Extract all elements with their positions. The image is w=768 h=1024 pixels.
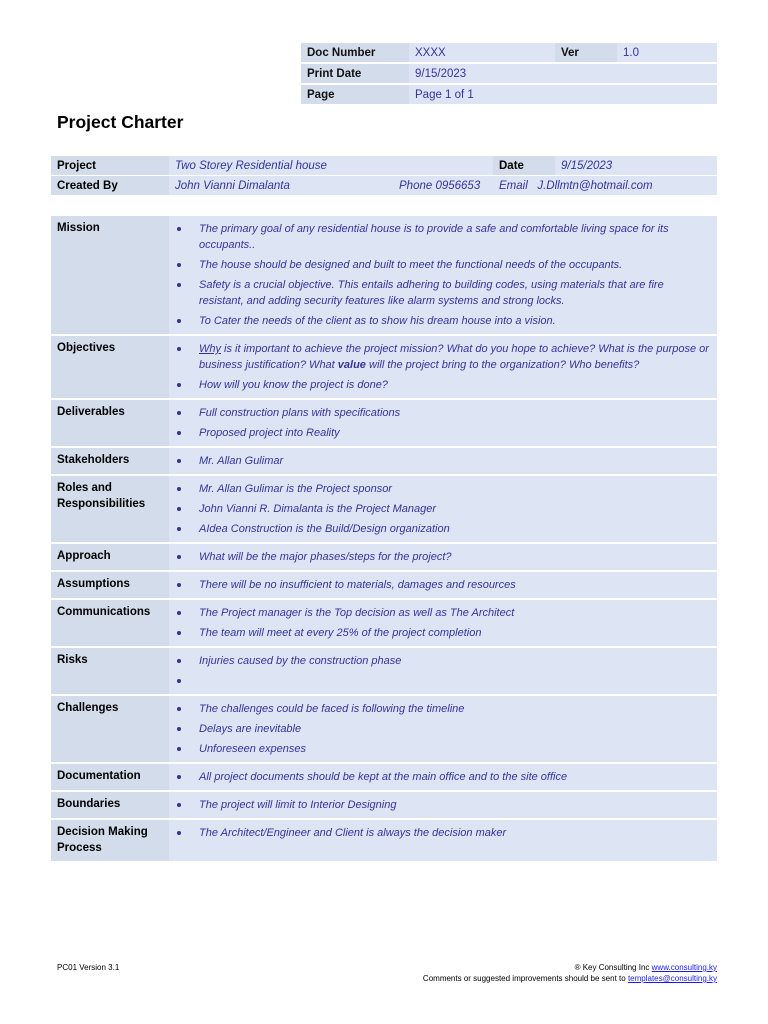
print-date-value: 9/15/2023 — [409, 64, 717, 83]
page-value: Page 1 of 1 — [409, 85, 717, 104]
communications-label: Communications — [51, 600, 169, 646]
list-item: Full construction plans with specifications — [175, 405, 711, 421]
mission-label: Mission — [51, 216, 169, 334]
decision-row — [51, 820, 717, 861]
version-value: 1.0 — [617, 43, 717, 62]
stakeholders-label: Stakeholders — [51, 448, 169, 474]
created-by-label: Created By — [51, 176, 169, 195]
risks-list — [175, 653, 711, 689]
footer-comments: Comments or suggested improvements should be sent to — [422, 974, 626, 983]
list-item: AIdea Construction is the Build/Design organization — [175, 521, 711, 537]
footer-version: PC01 Version 3.1 — [57, 963, 120, 972]
approach-row — [51, 544, 717, 570]
objectives-row — [51, 336, 717, 398]
decision-label: Decision Making Process — [51, 820, 169, 861]
charter-sections-table — [51, 214, 717, 863]
list-item: The house should be designed and built to meet the functional needs of the occupants. — [175, 257, 711, 273]
footer-website-link[interactable]: www.consulting.ky — [651, 963, 717, 972]
list-item: John Vianni R. Dimalanta is the Project Manager — [175, 501, 711, 517]
date-value: 9/15/2023 — [555, 156, 717, 175]
decision-list — [175, 825, 711, 841]
footer-credits — [423, 962, 717, 984]
date-label: Date — [493, 156, 555, 175]
list-item: What will be the major phases/steps for the project? — [175, 549, 711, 565]
list-item: Why is it important to achieve the project mission? What do you hope to achieve? What is the purpose or business justification? What value will the project bring to the organization? Who benefits? — [175, 341, 711, 373]
roles-list — [175, 481, 711, 537]
approach-label: Approach — [51, 544, 169, 570]
list-item: Injuries caused by the construction phase — [175, 653, 711, 669]
phone-value: Phone 0956653 — [393, 176, 493, 195]
list-item: The primary goal of any residential house is to provide a safe and comfortable living space for its occupants.. — [175, 221, 711, 253]
document-meta-table — [301, 41, 717, 106]
list-item: All project documents should be kept at the main office and to the site office — [175, 769, 711, 785]
challenges-row — [51, 696, 717, 762]
list-item: There will be no insufficient to materials, damages and resources — [175, 577, 711, 593]
doc-number-label: Doc Number — [301, 43, 409, 62]
communications-row — [51, 600, 717, 646]
roles-row — [51, 476, 717, 542]
risks-label: Risks — [51, 648, 169, 694]
assumptions-list — [175, 577, 711, 593]
boundaries-list — [175, 797, 711, 813]
list-item: The team will meet at every 25% of the project completion — [175, 625, 711, 641]
email-label: Email — [499, 179, 528, 192]
why-text: Why — [199, 343, 221, 355]
boundaries-row — [51, 792, 717, 818]
list-item: Mr. Allan Gulimar is the Project sponsor — [175, 481, 711, 497]
communications-list — [175, 605, 711, 641]
deliverables-list — [175, 405, 711, 441]
created-by-value: John Vianni Dimalanta — [169, 176, 393, 195]
list-item: Unforeseen expenses — [175, 741, 711, 757]
objectives-label: Objectives — [51, 336, 169, 398]
project-info-table — [51, 155, 717, 196]
approach-list — [175, 549, 711, 565]
list-item: The Architect/Engineer and Client is always the decision maker — [175, 825, 711, 841]
deliverables-label: Deliverables — [51, 400, 169, 446]
documentation-row — [51, 764, 717, 790]
doc-number-value: XXXX — [409, 43, 555, 62]
list-item: The project will limit to Interior Designing — [175, 797, 711, 813]
stakeholders-list — [175, 453, 711, 469]
deliverables-row — [51, 400, 717, 446]
risks-row — [51, 648, 717, 694]
assumptions-row — [51, 572, 717, 598]
value-text: value — [337, 359, 366, 371]
list-item: Safety is a crucial objective. This entails adhering to building codes, using materials that are fire resistant, and adding security features like alarm systems and strong locks. — [175, 277, 711, 309]
project-value: Two Storey Residential house — [169, 156, 493, 175]
version-label: Ver — [555, 43, 617, 62]
roles-label: Roles and Responsibilities — [51, 476, 169, 542]
list-item: Delays are inevitable — [175, 721, 711, 737]
documentation-list — [175, 769, 711, 785]
footer-email-link[interactable]: templates@consulting.ky — [627, 974, 717, 983]
list-item: How will you know the project is done? — [175, 377, 711, 393]
stakeholders-row — [51, 448, 717, 474]
challenges-list — [175, 701, 711, 757]
page-label: Page — [301, 85, 409, 104]
footer-copyright: ® Key Consulting Inc — [574, 963, 650, 972]
list-item: The challenges could be faced is following the timeline — [175, 701, 711, 717]
objectives-list — [175, 341, 711, 393]
list-item: Mr. Allan Gulimar — [175, 453, 711, 469]
email-value: J.Dllmtn@hotmail.com — [537, 179, 653, 192]
list-item: The Project manager is the Top decision as well as The Architect — [175, 605, 711, 621]
list-item: To Cater the needs of the client as to show his dream house into a vision. — [175, 313, 711, 329]
challenges-label: Challenges — [51, 696, 169, 762]
project-label: Project — [51, 156, 169, 175]
assumptions-label: Assumptions — [51, 572, 169, 598]
mission-list — [175, 221, 711, 329]
email-field — [493, 176, 717, 195]
print-date-label: Print Date — [301, 64, 409, 83]
list-item: Proposed project into Reality — [175, 425, 711, 441]
documentation-label: Documentation — [51, 764, 169, 790]
list-item-empty — [175, 673, 711, 689]
mission-row — [51, 216, 717, 334]
page-title: Project Charter — [57, 112, 184, 132]
boundaries-label: Boundaries — [51, 792, 169, 818]
